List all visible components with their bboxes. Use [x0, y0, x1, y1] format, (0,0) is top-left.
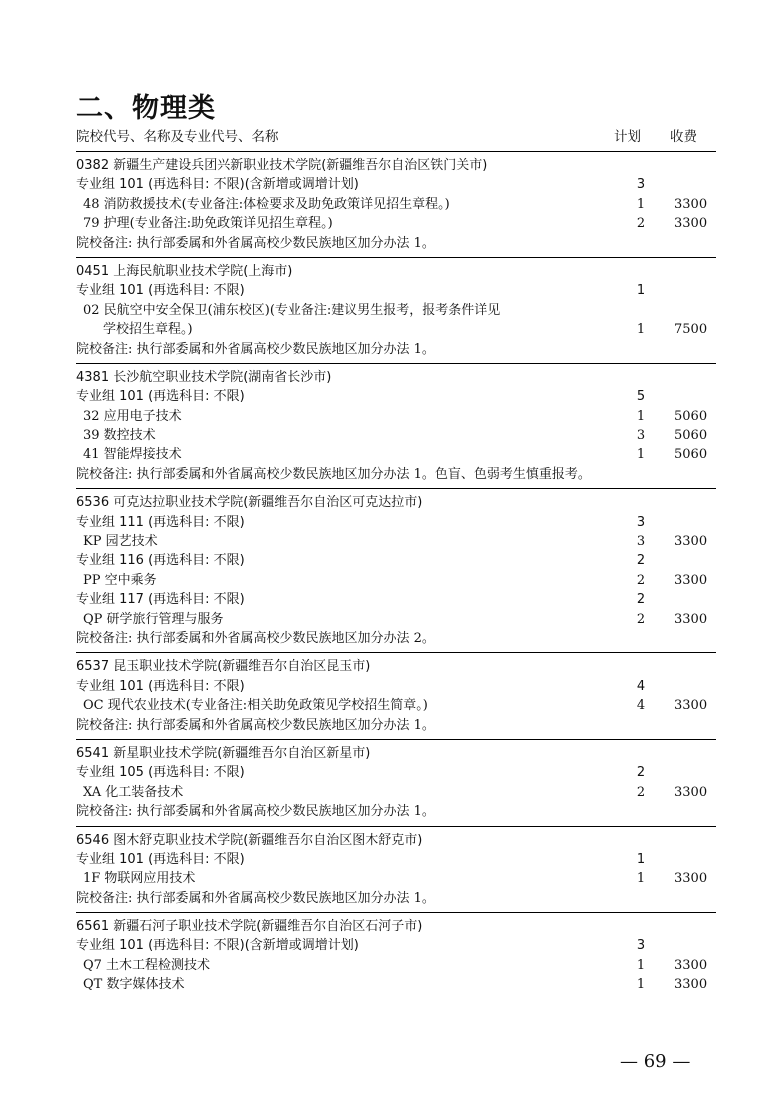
- group-row: [76, 513, 716, 532]
- major-plan: 1: [636, 408, 646, 424]
- major-plan: 1: [636, 322, 646, 338]
- school-note-row: [76, 889, 716, 908]
- major-name: KP 园艺技术: [83, 534, 158, 550]
- major-row: [76, 532, 716, 551]
- school-note: 院校备注: 执行部委属和外省属高校少数民族地区加分办法 1。: [76, 804, 435, 820]
- group-plan: 1: [636, 283, 646, 299]
- major-fee: 5060: [674, 447, 708, 463]
- school-block: [76, 739, 716, 822]
- school-note: 院校备注: 执行部委属和外省属高校少数民族地区加分办法 1。: [76, 235, 435, 251]
- group-plan: 3: [636, 177, 646, 193]
- group-row: [76, 551, 716, 570]
- school-row: [76, 262, 716, 281]
- school-row: [76, 831, 716, 850]
- school-note-row: [76, 802, 716, 821]
- school-row: [76, 917, 716, 936]
- group-row: [76, 936, 716, 955]
- school-row: [76, 744, 716, 763]
- group-row: [76, 850, 716, 869]
- school-title: 6541 新星职业技术学院(新疆维吾尔自治区新星市): [76, 745, 371, 761]
- major-name: 学校招生章程。): [103, 322, 193, 338]
- major-fee: 3300: [674, 572, 708, 588]
- major-fee: 5060: [674, 428, 708, 444]
- major-row: [76, 445, 716, 464]
- group-plan: 3: [636, 938, 646, 954]
- major-row: [76, 975, 716, 994]
- school-block: [76, 826, 716, 909]
- school-note: 院校备注: 执行部委属和外省属高校少数民族地区加分办法 1。: [76, 341, 435, 357]
- major-fee: 3300: [674, 957, 708, 973]
- group-plan: 2: [636, 592, 646, 608]
- school-title: 6537 昆玉职业技术学院(新疆维吾尔自治区昆玉市): [76, 659, 371, 675]
- major-plan: 3: [636, 428, 646, 444]
- school-note: 院校备注: 执行部委属和外省属高校少数民族地区加分办法 1。色盲、色弱考生慎重报考。: [76, 466, 591, 482]
- school-title: 6561 新疆石河子职业技术学院(新疆维吾尔自治区石河子市): [76, 919, 423, 935]
- group-label: 专业组 101 (再选科目: 不限): [76, 678, 245, 694]
- major-name: 48 消防救援技术(专业备注:体检要求及助免政策详见招生章程。): [83, 196, 450, 212]
- group-plan: 5: [636, 389, 646, 405]
- group-plan: 3: [636, 514, 646, 530]
- major-row: [76, 956, 716, 975]
- major-fee: 7500: [674, 322, 708, 338]
- header-fee: 收费: [670, 129, 697, 145]
- group-row: [76, 590, 716, 609]
- major-plan: 2: [636, 216, 646, 232]
- major-plan: 3: [636, 534, 646, 550]
- school-note-row: [76, 629, 716, 648]
- school-row: [76, 368, 716, 387]
- group-row: [76, 387, 716, 406]
- major-name: QT 数字媒体技术: [83, 977, 185, 993]
- school-note: 院校备注: 执行部委属和外省属高校少数民族地区加分办法 1。: [76, 890, 435, 906]
- major-fee: 3300: [674, 871, 708, 887]
- group-label: 专业组 111 (再选科目: 不限): [76, 514, 245, 530]
- school-note-row: [76, 716, 716, 735]
- group-plan: 4: [636, 678, 646, 694]
- group-label: 专业组 101 (再选科目: 不限): [76, 283, 245, 299]
- major-plan: 1: [636, 196, 646, 212]
- major-plan: 1: [636, 957, 646, 973]
- major-plan: 1: [636, 977, 646, 993]
- major-name: 79 护理(专业备注:助免政策详见招生章程。): [83, 216, 333, 232]
- school-block: [76, 257, 716, 359]
- school-row: [76, 657, 716, 676]
- school-list: [76, 151, 716, 995]
- group-label: 专业组 101 (再选科目: 不限): [76, 389, 245, 405]
- group-plan: 1: [636, 851, 646, 867]
- group-label: 专业组 105 (再选科目: 不限): [76, 765, 245, 781]
- major-row: [76, 571, 716, 590]
- school-block: [76, 912, 716, 995]
- school-row: [76, 493, 716, 512]
- school-block: [76, 151, 716, 253]
- major-row: [76, 426, 716, 445]
- major-fee: 5060: [674, 408, 708, 424]
- major-name: 39 数控技术: [83, 428, 156, 444]
- group-row: [76, 677, 716, 696]
- group-label: 专业组 116 (再选科目: 不限): [76, 553, 245, 569]
- group-plan: 2: [636, 553, 646, 569]
- school-note-row: [76, 340, 716, 359]
- major-name: XA 化工装备技术: [83, 784, 184, 800]
- column-header: [76, 125, 716, 145]
- group-row: [76, 763, 716, 782]
- school-note: 院校备注: 执行部委属和外省属高校少数民族地区加分办法 1。: [76, 717, 435, 733]
- group-plan: 2: [636, 765, 646, 781]
- major-plan: 4: [636, 698, 646, 714]
- group-label: 专业组 101 (再选科目: 不限): [76, 851, 245, 867]
- group-label: 专业组 117 (再选科目: 不限): [76, 592, 245, 608]
- major-fee: 3300: [674, 196, 708, 212]
- major-fee: 3300: [674, 698, 708, 714]
- school-note: 院校备注: 执行部委属和外省属高校少数民族地区加分办法 2。: [76, 630, 435, 646]
- major-row: [76, 195, 716, 214]
- group-label: 专业组 101 (再选科目: 不限)(含新增或调增计划): [76, 177, 359, 193]
- section-title: 二、物理类: [76, 93, 216, 124]
- major-row: [76, 783, 716, 802]
- major-name: 1F 物联网应用技术: [83, 871, 196, 887]
- header-name: 院校代号、名称及专业代号、名称: [76, 129, 279, 145]
- major-plan: 2: [636, 784, 646, 800]
- group-label: 专业组 101 (再选科目: 不限)(含新增或调增计划): [76, 938, 359, 954]
- school-note-row: [76, 234, 716, 253]
- major-fee: 3300: [674, 216, 708, 232]
- school-note-row: [76, 465, 716, 484]
- major-row: [76, 320, 716, 339]
- major-name: 02 民航空中安全保卫(浦东校区)(专业备注:建议男生报考，报考条件详见: [83, 302, 501, 318]
- major-name: 32 应用电子技术: [83, 408, 182, 424]
- school-title: 4381 长沙航空职业技术学院(湖南省长沙市): [76, 369, 332, 385]
- major-plan: 2: [636, 572, 646, 588]
- major-name: PP 空中乘务: [83, 572, 157, 588]
- major-fee: 3300: [674, 611, 708, 627]
- major-name: OC 现代农业技术(专业备注:相关助免政策见学校招生简章。): [83, 698, 428, 714]
- major-plan: 1: [636, 871, 646, 887]
- major-row: [76, 214, 716, 233]
- header-plan: 计划: [614, 129, 641, 145]
- major-row: [76, 610, 716, 629]
- group-row: [76, 175, 716, 194]
- major-name: Q7 土木工程检测技术: [83, 957, 211, 973]
- school-title: 0382 新疆生产建设兵团兴新职业技术学院(新疆维吾尔自治区铁门关市): [76, 158, 488, 173]
- school-block: [76, 652, 716, 735]
- school-title: 0451 上海民航职业技术学院(上海市): [76, 263, 293, 279]
- major-plan: 2: [636, 611, 646, 627]
- school-title: 6546 图木舒克职业技术学院(新疆维吾尔自治区图木舒克市): [76, 832, 423, 848]
- major-row: [76, 407, 716, 426]
- school-row: [76, 156, 716, 175]
- major-row: [76, 869, 716, 888]
- major-fee: 3300: [674, 534, 708, 550]
- major-name: QP 研学旅行管理与服务: [83, 611, 224, 627]
- major-fee: 3300: [674, 784, 708, 800]
- major-row: [76, 696, 716, 715]
- page-number: — 69 —: [620, 1051, 691, 1072]
- major-plan: 1: [636, 447, 646, 463]
- major-fee: 3300: [674, 977, 708, 993]
- group-row: [76, 281, 716, 300]
- school-block: [76, 363, 716, 484]
- major-row: [76, 301, 716, 320]
- school-title: 6536 可克达拉职业技术学院(新疆维吾尔自治区可克达拉市): [76, 495, 423, 511]
- school-block: [76, 488, 716, 648]
- major-name: 41 智能焊接技术: [83, 447, 182, 463]
